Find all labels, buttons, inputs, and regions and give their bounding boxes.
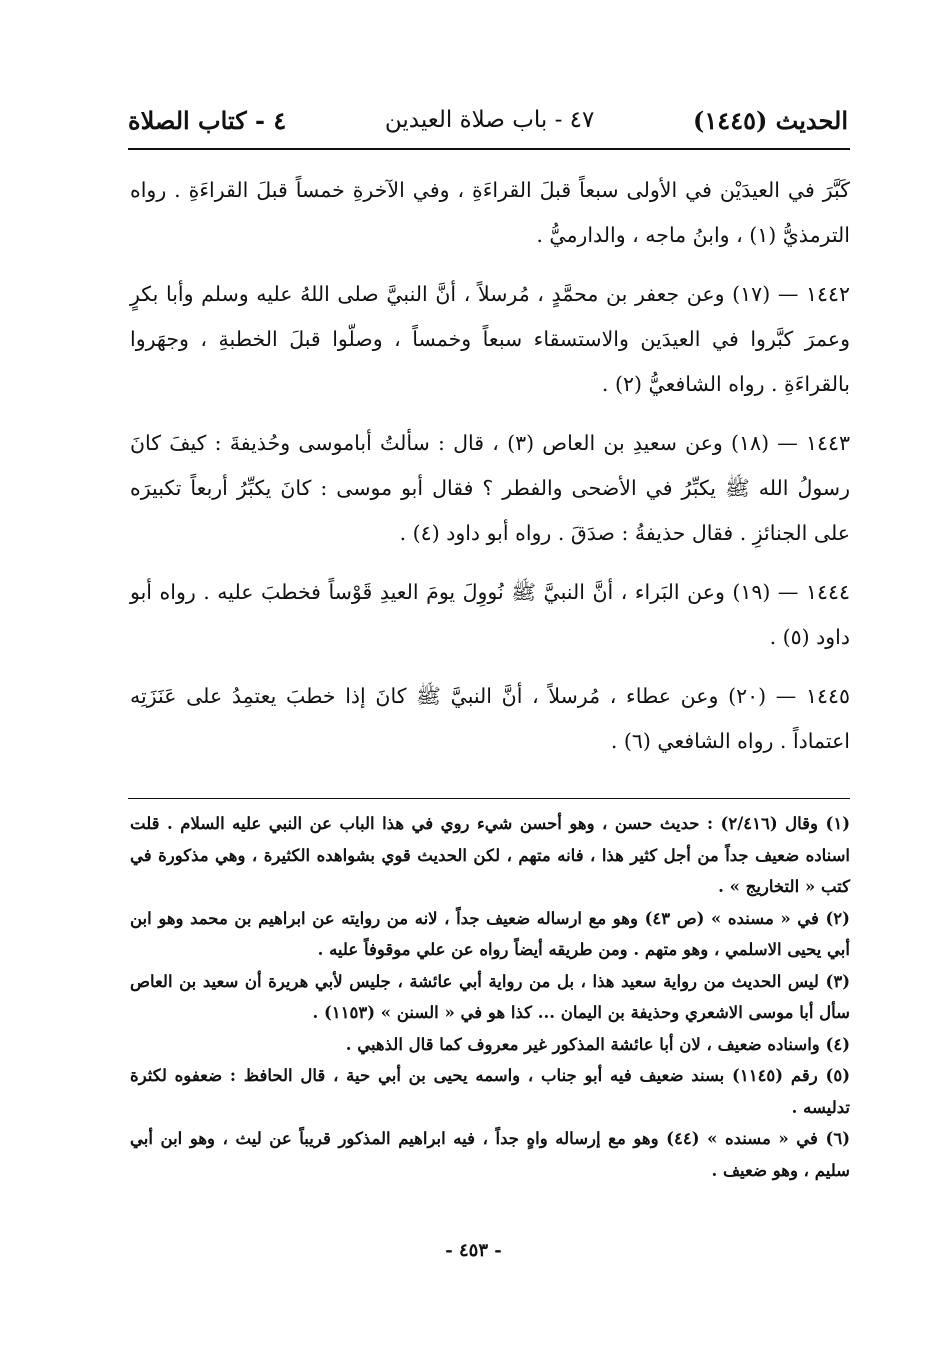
main-text [130,168,850,764]
header-divider [128,148,850,150]
header-book-title: ٤ - كتاب الصلاة [128,105,287,135]
hadith-paragraph-1444: ١٤٤٤ — (١٩) وعن البَراء ، أنَّ النبيَّ ﷺ نُووِلَ يومَ العيدِ قَوْساً فخطبَ عليه . رواه أبو داود (٥) . [130,580,851,649]
hadith-paragraph-1442: ١٤٤٢ — (١٧) وعن جعفر بن محمَّدٍ ، مُرسلاً ، أنَّ النبيَّ صلى اللهُ عليه وسلم وأبا بكرٍ وعمرَ كبَّروا في العيدَين والاستسقاء سبعاً وخمساً ، وصلّوا قبلَ الخطبةِ ، وجهَروا بالقراءَةِ . رواه الشافعيُّ (٢) . [130,282,850,396]
footnote-5: (٥) رقم (١١٤٥) بسند ضعيف فيه أبو جناب ، واسمه يحيى بن أبي حية ، قال الحافظ : ضعفوه لكثرة تدليسه . [130,1066,850,1117]
footnote-4: (٤) واسناده ضعيف ، لان أبا عائشة المذكور غير معروف كما قال الذهبي . [345,1034,850,1054]
header-chapter-title: ٤٧ - باب صلاة العيدين [384,107,595,133]
footnotes-section [130,808,850,1186]
footnote-2: (٢) في « مسنده » (ص ٤٣) وهو مع ارساله ضعيف جداً ، لانه من روايته عن ابراهيم بن محمد وهو ابن أبي يحيى الاسلمي ، وهو متهم . ومن طريقه أيضاً رواه عن علي موقوفاً عليه . [130,908,850,959]
hadith-paragraph-1443: ١٤٤٣ — (١٨) وعن سعيدِ بن العاص (٣) ، قال : سألتُ أباموسى وحُذيفةَ : كيفَ كانَ رسولُ الله ﷺ يكبِّرُ في الأضحى والفطر ؟ فقال أبو موسى : كانَ يكبِّرُ أربعاً تكبيرَه على الجنائزِ . فقال حذيفةُ : صدَقَ . رواه أبو داود (٤) . [130,431,851,545]
text-paragraph: كَبَّرَ في العيدَيْن في الأولى سبعاً قبلَ القراءَةِ ، وفي الآخرةِ خمساً قبلَ القراءَةِ . رواه الترمذيُّ (١) ، وابنُ ماجه ، والدارميُّ . [130,178,850,247]
footnote-3: (٣) ليس الحديث من رواية سعيد هذا ، بل من رواية أبي عائشة ، جليس لأبي هريرة أن سعيد بن العاص سأل أبا موسى الاشعري وحذيفة بن اليمان ... كذا هو في « السنن » (١١٥٣) . [130,971,850,1022]
hadith-paragraph-1445: ١٤٤٥ — (٢٠) وعن عطاء ، مُرسلاً ، أنَّ النبيَّ ﷺ كانَ إذا خطبَ يعتمِدُ على عَنَزَتِه اعتماداً . رواه الشافعي (٦) . [130,684,851,753]
footnote-6: (٦) في « مسنده » (٤٤) وهو مع إرساله واهٍ جداً ، فيه ابراهيم المذكور قريباً عن ليث ، وهو ابن أبي سليم ، وهو ضعيف . [130,1129,850,1180]
page-header [128,96,848,144]
page-number: - ٤٥٣ - [445,1240,502,1261]
footnote-1: (١) وقال (٢/٤١٦) : حديث حسن ، وهو أحسن شيء روي في هذا الباب عن النبي عليه السلام . قلت اسناده ضعيف جداً من أجل كثير هذا ، فانه متهم ، لكن الحديث قوي بشواهده الكثيرة ، وهي مذكورة في كتب « التخاريج » . [130,814,850,896]
footnote-divider [128,798,850,799]
header-hadith-reference: الحديث (١٤٤٥) [693,105,848,135]
